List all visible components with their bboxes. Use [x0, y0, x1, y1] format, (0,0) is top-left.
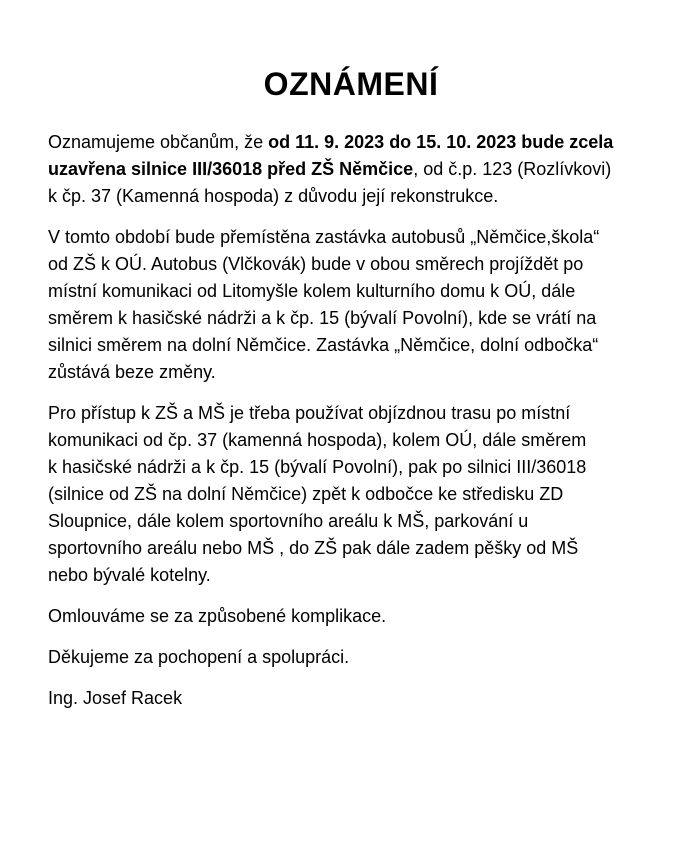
text-line	[48, 508, 654, 535]
text-segment: (silnice od ZŠ na dolní Němčice) zpět k odbočce ke středisku ZD	[48, 484, 564, 504]
document-title: OZNÁMENÍ	[263, 66, 439, 102]
text-segment: Sloupnice, dále kolem sportovního areálu k MŠ, parkování u	[48, 511, 529, 531]
text-line	[48, 332, 654, 359]
text-segment: V tomto období bude přemístěna zastávka autobusů „Němčice,škola“	[48, 227, 600, 247]
text-segment: směrem k hasičské nádrži a k čp. 15 (bývalí Povolní), kde se vrátí na	[48, 308, 597, 328]
text-line	[48, 562, 654, 589]
text-segment: silnici směrem na dolní Němčice. Zastávka „Němčice, dolní odbočka“	[48, 335, 599, 355]
text-line	[48, 481, 654, 508]
text-line	[48, 183, 654, 210]
document-body	[48, 129, 654, 712]
text-line	[48, 224, 654, 251]
text-segment: od ZŠ k OÚ. Autobus (Vlčkovák) bude v obou směrech projíždět po	[48, 254, 584, 274]
text-segment: komunikaci od čp. 37 (kamenná hospoda), kolem OÚ, dále směrem	[48, 430, 587, 450]
text-segment: sportovního areálu nebo MŠ , do ZŠ pak dále zadem pěšky od MŠ	[48, 538, 579, 558]
paragraph	[48, 644, 654, 671]
text-line	[48, 400, 654, 427]
text-line	[48, 427, 654, 454]
text-line	[48, 454, 654, 481]
text-line	[48, 644, 654, 671]
bold-text-segment: uzavřena silnice III/36018 před ZŠ Němčice	[48, 159, 414, 179]
text-line	[48, 305, 654, 332]
text-segment: k hasičské nádrži a k čp. 15 (bývalí Povolní), pak po silnici III/36018	[48, 457, 587, 477]
text-line	[48, 535, 654, 562]
text-line	[48, 156, 654, 183]
text-segment: zůstává beze změny.	[48, 362, 216, 382]
text-segment: Oznamujeme občanům, že	[48, 132, 269, 152]
paragraph	[48, 224, 654, 386]
paragraph	[48, 603, 654, 630]
text-segment: místní komunikaci od Litomyšle kolem kulturního domu k OÚ, dále	[48, 281, 576, 301]
bold-text-segment: od 11. 9. 2023 do 15. 10. 2023 bude zcela	[268, 132, 614, 152]
text-segment: nebo bývalé kotelny.	[48, 565, 211, 585]
text-segment: Omlouváme se za způsobené komplikace.	[48, 606, 387, 626]
paragraph	[48, 685, 654, 712]
text-segment: k čp. 37 (Kamenná hospoda) z důvodu její rekonstrukce.	[48, 186, 499, 206]
text-line	[48, 251, 654, 278]
text-segment: Pro přístup k ZŠ a MŠ je třeba používat objízdnou trasu po místní	[48, 403, 571, 423]
paragraph	[48, 129, 654, 210]
text-line	[48, 685, 654, 712]
paragraph	[48, 400, 654, 589]
text-line	[48, 129, 654, 156]
text-line	[48, 603, 654, 630]
text-line	[48, 278, 654, 305]
text-line	[48, 359, 654, 386]
text-segment: Ing. Josef Racek	[48, 688, 183, 708]
text-segment: Děkujeme za pochopení a spolupráci.	[48, 647, 350, 667]
text-segment: , od č.p. 123 (Rozlívkovi)	[413, 159, 612, 179]
